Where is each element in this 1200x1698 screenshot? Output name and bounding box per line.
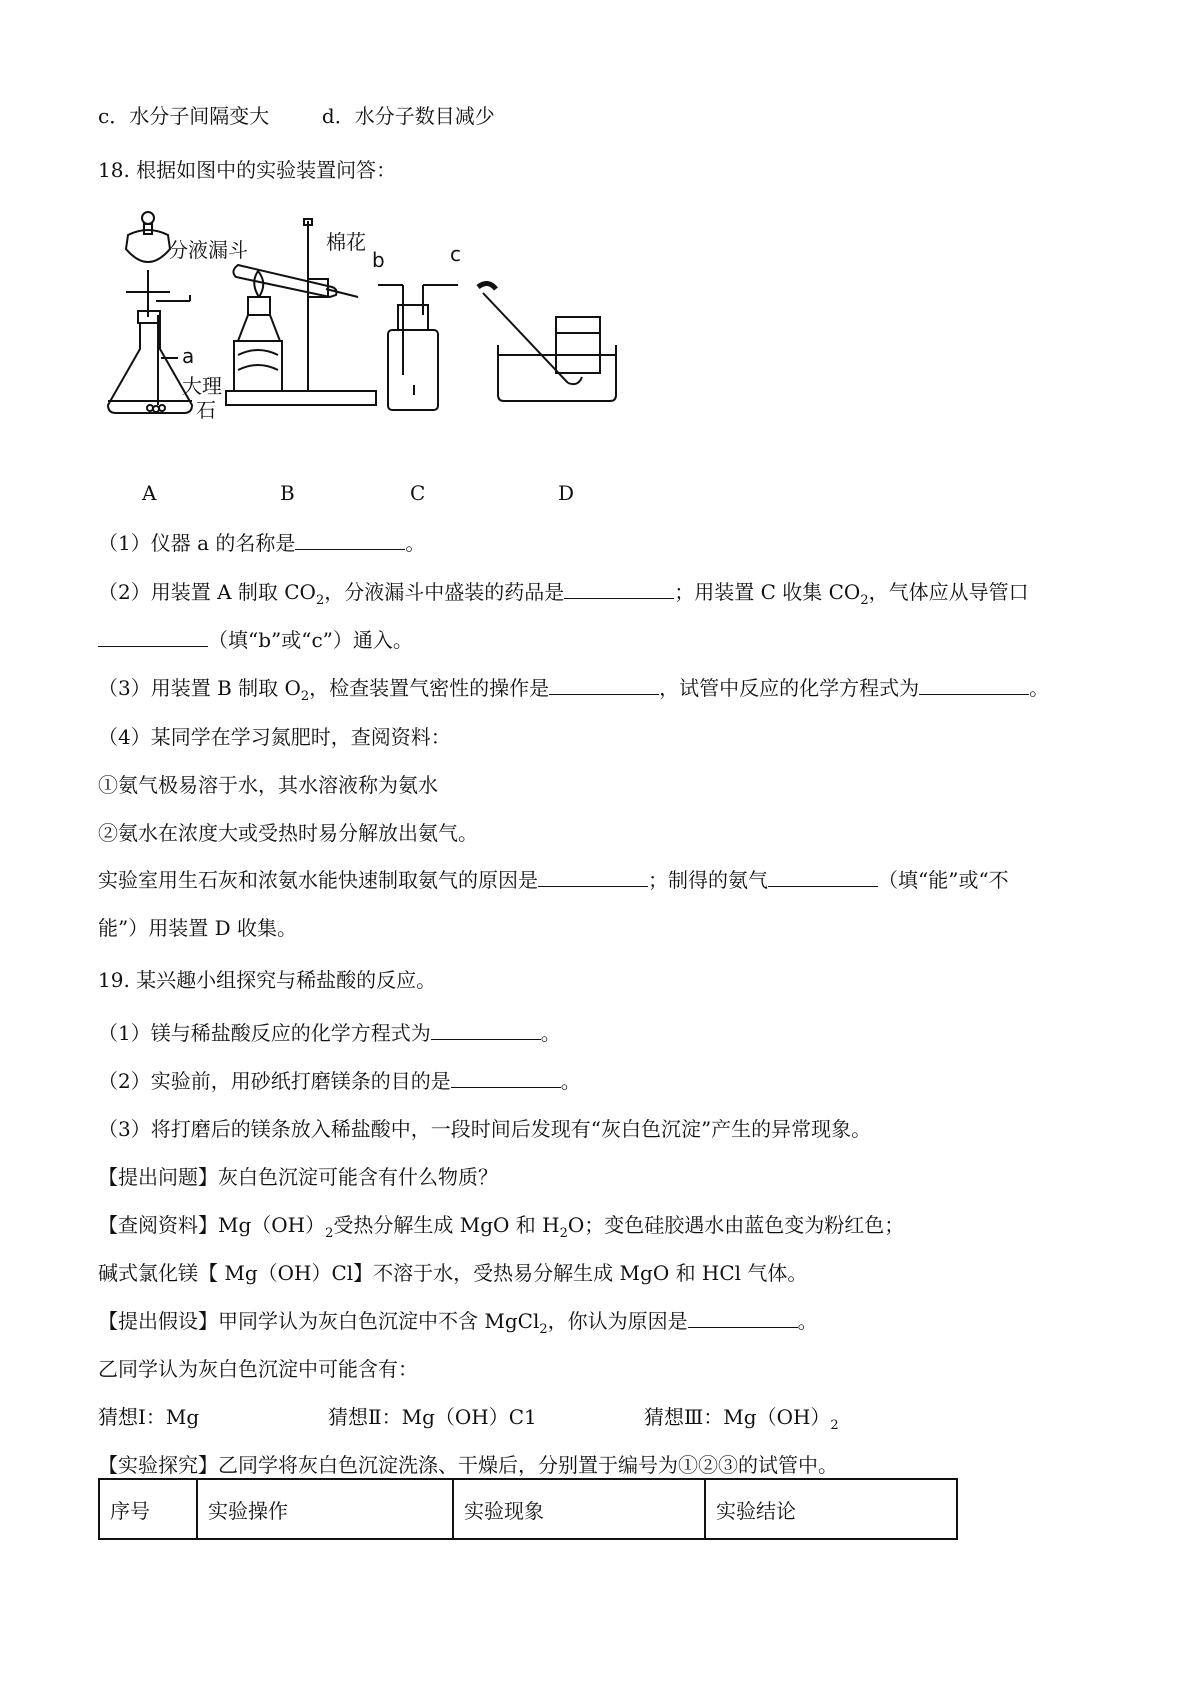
label-a: a	[182, 344, 195, 368]
header-phenomenon: 实验现象	[453, 1479, 705, 1539]
answer-blank[interactable]	[431, 1019, 541, 1040]
answer-blank[interactable]	[451, 1067, 561, 1088]
option-c: c．水分子间隔变大	[98, 104, 270, 128]
header-index: 序号	[99, 1479, 197, 1539]
apparatus-c	[378, 285, 458, 410]
options-c-d	[98, 102, 495, 130]
answer-blank[interactable]	[564, 578, 674, 599]
guess-3: 猜想Ⅲ：$Mg(OH)_2$	[644, 1405, 839, 1433]
experiment-apparatus-figure	[98, 205, 658, 510]
answer-blank[interactable]	[768, 866, 878, 887]
table-header-row	[99, 1479, 957, 1539]
q19-3: （3）将打磨后的镁条放入稀盐酸中，一段时间后发现有“灰白色沉淀”产生的异常现象。	[98, 1117, 872, 1141]
label-cotton: 棉花	[326, 230, 366, 254]
q18-4-question: 实验室用生石灰和浓氨水能快速制取氨气的原因是 ；制得的氨气 （填“能”或“不	[98, 868, 1009, 892]
option-d: d．水分子数目减少	[321, 104, 495, 128]
q18-4: （4）某同学在学习氮肥时，查阅资料：	[98, 725, 451, 749]
label-marble-1: 大理	[182, 374, 222, 398]
answer-blank[interactable]	[98, 626, 208, 647]
guess-2: 猜想Ⅱ：Mg（OH）C1	[328, 1405, 537, 1429]
caption-c: C	[410, 481, 426, 505]
q19-experiment: 【实验探究】乙同学将灰白色沉淀洗涤、干燥后，分别置于编号为①②③的试管中。	[98, 1453, 838, 1477]
answer-blank[interactable]	[688, 1307, 798, 1328]
label-b: b	[372, 248, 385, 272]
q19-2: （2）实验前，用砂纸打磨镁条的目的是 。	[98, 1069, 581, 1093]
q19-title: 19. 某兴趣小组探究与稀盐酸的反应。	[98, 968, 437, 992]
header-operation: 实验操作	[197, 1479, 453, 1539]
answer-blank[interactable]	[549, 674, 659, 695]
q19-yi: 乙同学认为灰白色沉淀中可能含有：	[98, 1357, 418, 1381]
q18-2: （2）用装置 A 制取 $CO_2$，分液漏斗中盛装的药品是 ；用装置 C 收集 $CO_2$，气体应从导管口	[98, 580, 1029, 608]
apparatus-d	[478, 283, 616, 401]
answer-blank[interactable]	[295, 529, 405, 550]
q18-4-info2: ②氨水在浓度大或受热时易分解放出氨气。	[98, 821, 478, 845]
q19-question: 【提出问题】灰白色沉淀可能含有什么物质？	[98, 1165, 498, 1189]
q19-info2: 碱式氯化镁【 Mg（OH）Cl】不溶于水，受热易分解生成 MgO 和 HCl 气体。	[98, 1261, 808, 1285]
answer-blank[interactable]	[919, 674, 1029, 695]
caption-d: D	[558, 481, 575, 505]
q19-hypothesis: 【提出假设】甲同学认为灰白色沉淀中不含 MgCl$_2$，你认为原因是 。	[98, 1309, 818, 1337]
q18-title: 18. 根据如图中的实验装置问答：	[98, 158, 397, 182]
header-conclusion: 实验结论	[705, 1479, 957, 1539]
caption-b: B	[280, 481, 295, 505]
q18-2-cont: （填“b”或“c”）通入。	[98, 626, 413, 654]
guess-1: 猜想Ⅰ：Mg	[98, 1405, 200, 1429]
q19-info: 【查阅资料】$Mg(OH)_2$受热分解生成 MgO 和 $H_2O$；变色硅胶遇水由蓝色变为粉红色；	[98, 1213, 905, 1241]
q18-4-question-cont: 能”）用装置 D 收集。	[98, 916, 297, 940]
label-c: c	[450, 242, 461, 266]
answer-blank[interactable]	[538, 866, 648, 887]
label-marble-2: 石	[196, 398, 216, 422]
label-funnel: 分液漏斗	[168, 238, 248, 262]
q18-1: （1）仪器 a 的名称是 。	[98, 531, 426, 555]
q18-4-info1: ①氨气极易溶于水，其水溶液称为氨水	[98, 773, 438, 797]
caption-a: A	[142, 481, 157, 505]
q19-1: （1）镁与稀盐酸反应的化学方程式为 。	[98, 1021, 561, 1045]
experiment-table	[98, 1478, 958, 1540]
q18-3: （3）用装置 B 制取 $O_2$，检查装置气密性的操作是 ，试管中反应的化学方程式为 。	[98, 676, 1050, 704]
